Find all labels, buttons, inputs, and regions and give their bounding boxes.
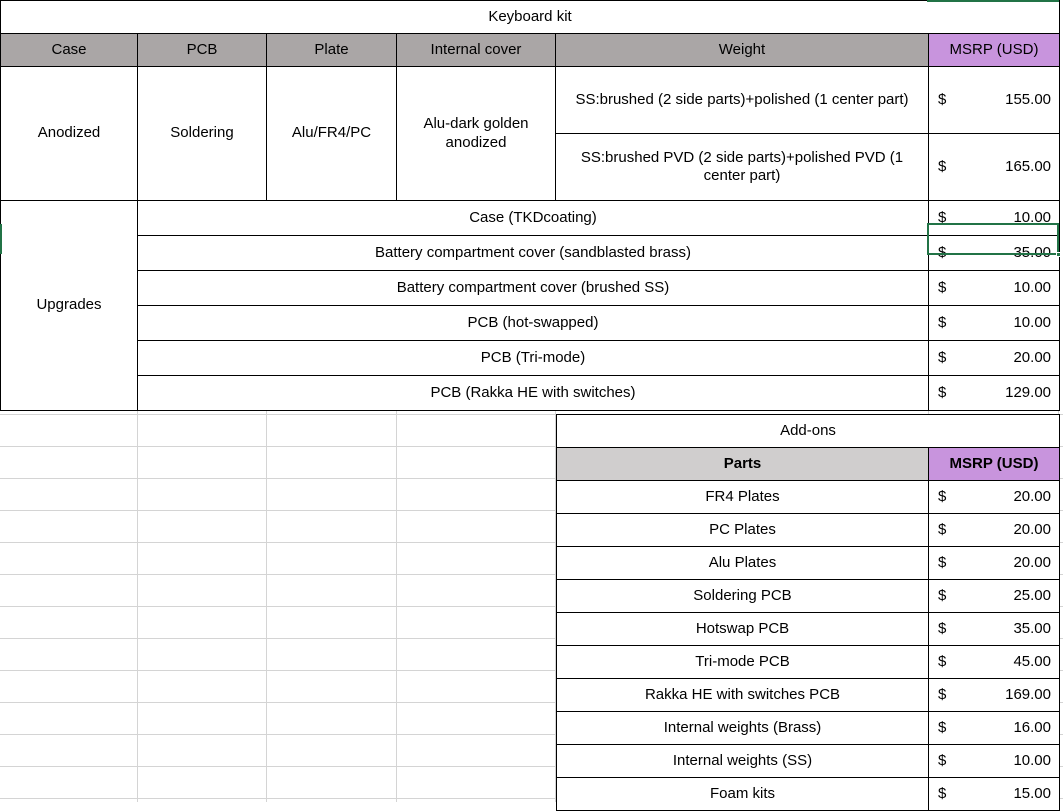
price-amount: 165.00	[1005, 157, 1052, 175]
column-header-parts[interactable]: Parts	[557, 448, 929, 481]
price-amount: 10.00	[1013, 208, 1052, 226]
column-header-msrp[interactable]: MSRP (USD)	[929, 34, 1060, 67]
table-row	[557, 481, 1060, 514]
price-amount: 45.00	[1013, 652, 1051, 670]
table-row	[557, 547, 1060, 580]
column-header-msrp[interactable]: MSRP (USD)	[929, 448, 1060, 481]
column-header-plate[interactable]: Plate	[267, 34, 397, 67]
price-amount: 20.00	[1013, 348, 1052, 366]
price-amount: 20.00	[1013, 487, 1051, 505]
currency-symbol: $	[938, 685, 947, 703]
cell-part-name[interactable]: Rakka HE with switches PCB	[557, 679, 929, 712]
currency-symbol: $	[938, 553, 947, 571]
cell-price[interactable]	[929, 613, 1060, 646]
table-row	[1, 341, 1060, 376]
currency-symbol: $	[938, 586, 947, 604]
cell-pcb-soldering[interactable]: Soldering	[138, 67, 267, 201]
cell-part-name[interactable]: Foam kits	[557, 778, 929, 811]
price-amount: 10.00	[1013, 278, 1052, 296]
cell-price[interactable]	[929, 745, 1060, 778]
currency-symbol: $	[938, 487, 947, 505]
table-row	[557, 613, 1060, 646]
cell-upgrade-label[interactable]: PCB (hot-swapped)	[138, 306, 929, 341]
cell-part-name[interactable]: PC Plates	[557, 514, 929, 547]
column-header-internal-cover[interactable]: Internal cover	[397, 34, 556, 67]
price-amount: 35.00	[1013, 619, 1051, 637]
table-row-header	[1, 34, 1060, 67]
column-header-weight[interactable]: Weight	[556, 34, 929, 67]
table-row-title	[1, 1, 1060, 34]
cell-price[interactable]	[929, 514, 1060, 547]
cell-part-name[interactable]: Tri-mode PCB	[557, 646, 929, 679]
price-amount: 169.00	[1005, 685, 1051, 703]
cell-price[interactable]	[929, 201, 1060, 236]
cell-price[interactable]	[929, 778, 1060, 811]
currency-symbol: $	[938, 520, 947, 538]
price-amount: 35.00	[1013, 243, 1052, 261]
price-amount: 20.00	[1013, 520, 1051, 538]
currency-symbol: $	[938, 243, 947, 261]
table-row	[557, 580, 1060, 613]
cell-price[interactable]	[929, 679, 1060, 712]
currency-symbol: $	[938, 208, 947, 226]
price-amount: 10.00	[1013, 751, 1051, 769]
column-header-case[interactable]: Case	[1, 34, 138, 67]
table-row	[557, 646, 1060, 679]
cell-price[interactable]	[929, 481, 1060, 514]
cell-price[interactable]	[929, 580, 1060, 613]
cell-price[interactable]	[929, 547, 1060, 580]
price-amount: 16.00	[1013, 718, 1051, 736]
currency-symbol: $	[938, 313, 947, 331]
cell-price[interactable]	[929, 306, 1060, 341]
cell-upgrade-label[interactable]: Battery compartment cover (sandblasted brass)	[138, 236, 929, 271]
cell-plate-type[interactable]: Alu/FR4/PC	[267, 67, 397, 201]
price-amount: 15.00	[1013, 784, 1051, 802]
cell-price[interactable]	[929, 134, 1060, 201]
table-row	[557, 514, 1060, 547]
currency-symbol: $	[938, 784, 947, 802]
currency-symbol: $	[938, 348, 947, 366]
price-amount: 155.00	[1005, 90, 1052, 108]
cell-upgrade-label[interactable]: PCB (Tri-mode)	[138, 341, 929, 376]
cell-price[interactable]	[929, 646, 1060, 679]
price-amount: 10.00	[1013, 313, 1052, 331]
cell-internal-cover[interactable]: Alu-dark golden anodized	[397, 67, 556, 201]
currency-symbol: $	[938, 751, 947, 769]
cell-part-name[interactable]: Internal weights (SS)	[557, 745, 929, 778]
table-row	[557, 712, 1060, 745]
cell-upgrade-label[interactable]: Battery compartment cover (brushed SS)	[138, 271, 929, 306]
table-row	[1, 67, 1060, 134]
column-header-pcb[interactable]: PCB	[138, 34, 267, 67]
currency-symbol: $	[938, 278, 947, 296]
cell-price[interactable]	[929, 67, 1060, 134]
currency-symbol: $	[938, 652, 947, 670]
keyboard-kit-title: Keyboard kit	[1, 1, 1060, 34]
table-row-title	[557, 415, 1060, 448]
cell-part-name[interactable]: Hotswap PCB	[557, 613, 929, 646]
currency-symbol: $	[938, 157, 947, 175]
cell-upgrades-label[interactable]: Upgrades	[1, 201, 138, 411]
cell-price[interactable]	[929, 712, 1060, 745]
addons-title: Add-ons	[557, 415, 1060, 448]
table-row	[1, 201, 1060, 236]
cell-part-name[interactable]: Soldering PCB	[557, 580, 929, 613]
price-amount: 129.00	[1005, 383, 1052, 401]
cell-price[interactable]	[929, 376, 1060, 411]
cell-part-name[interactable]: Internal weights (Brass)	[557, 712, 929, 745]
table-row	[1, 236, 1060, 271]
cell-price[interactable]	[929, 271, 1060, 306]
cell-price-selected[interactable]	[929, 236, 1060, 271]
cell-price[interactable]	[929, 341, 1060, 376]
cell-weight-option[interactable]: SS:brushed PVD (2 side parts)+polished PVD (1 center part)	[556, 134, 929, 201]
currency-symbol: $	[938, 718, 947, 736]
table-row	[1, 271, 1060, 306]
table-row	[557, 679, 1060, 712]
price-amount: 20.00	[1013, 553, 1051, 571]
addons-table	[556, 414, 1060, 811]
table-row	[1, 376, 1060, 411]
cell-part-name[interactable]: FR4 Plates	[557, 481, 929, 514]
cell-case-anodized[interactable]: Anodized	[1, 67, 138, 201]
table-row	[557, 745, 1060, 778]
table-row-header	[557, 448, 1060, 481]
currency-symbol: $	[938, 90, 947, 108]
cell-upgrade-label[interactable]: PCB (Rakka HE with switches)	[138, 376, 929, 411]
price-amount: 25.00	[1013, 586, 1051, 604]
table-row	[1, 306, 1060, 341]
currency-symbol: $	[938, 383, 947, 401]
currency-symbol: $	[938, 619, 947, 637]
table-row	[557, 778, 1060, 811]
cell-upgrade-label[interactable]: Case (TKDcoating)	[138, 201, 929, 236]
cell-weight-option[interactable]: SS:brushed (2 side parts)+polished (1 center part)	[556, 67, 929, 134]
cell-part-name[interactable]: Alu Plates	[557, 547, 929, 580]
